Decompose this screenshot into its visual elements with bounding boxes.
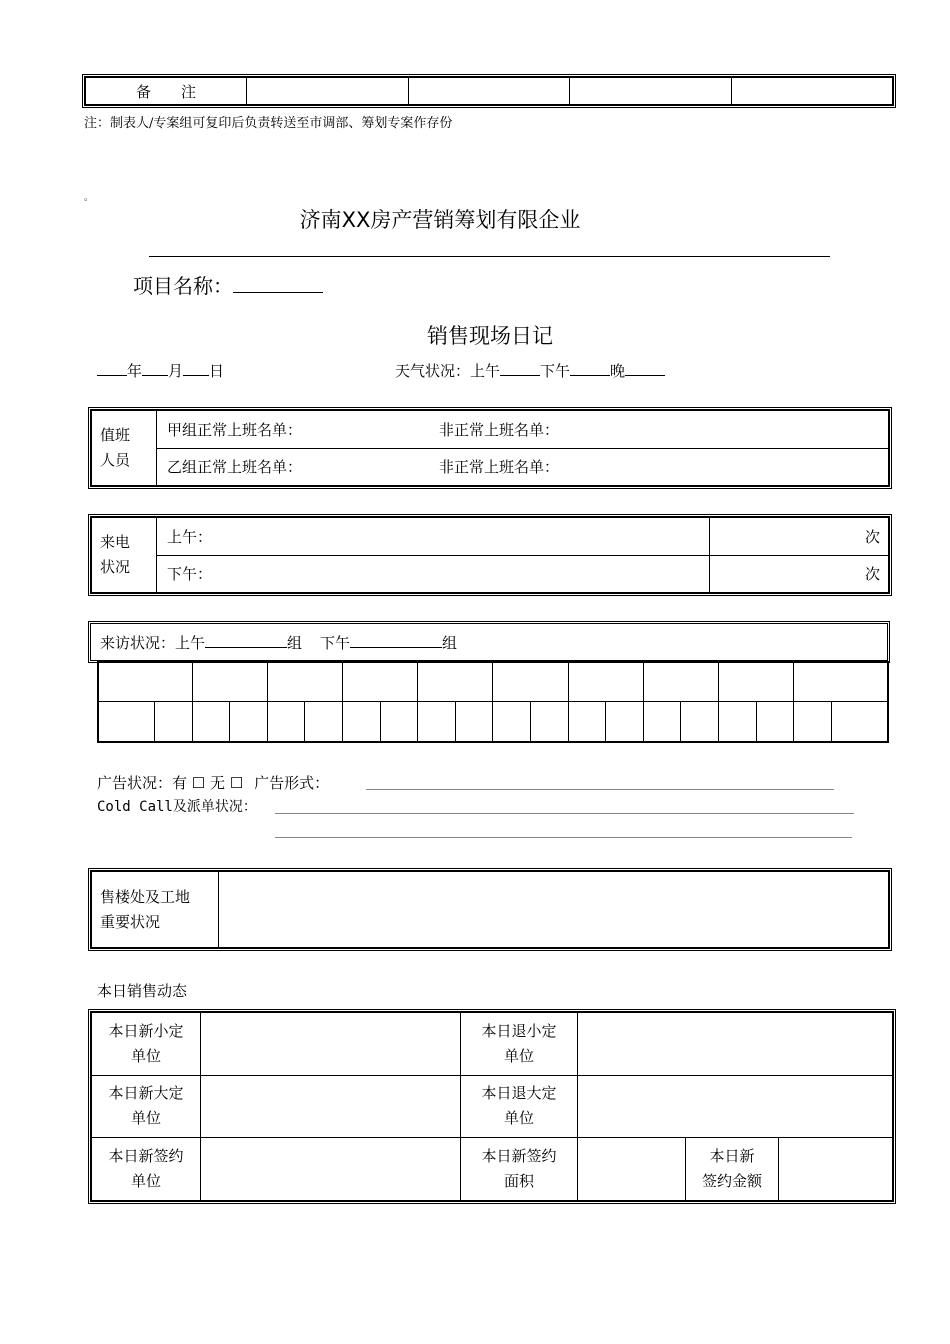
visits-subcell[interactable] bbox=[342, 702, 380, 742]
small-mark: 。 bbox=[84, 193, 94, 203]
visits-cell[interactable] bbox=[267, 662, 342, 702]
project-name-row bbox=[133, 270, 323, 299]
cold-call-line-1[interactable] bbox=[275, 813, 854, 814]
visits-subcell[interactable] bbox=[756, 702, 794, 742]
remark-table bbox=[82, 74, 896, 108]
remark-cell[interactable] bbox=[408, 78, 570, 105]
calls-afternoon-cell[interactable] bbox=[157, 555, 710, 593]
visits-cell[interactable] bbox=[719, 662, 794, 702]
visits-subcell[interactable] bbox=[493, 702, 531, 742]
visits-subcell[interactable] bbox=[154, 702, 192, 742]
site-label-line2: 重要状况 bbox=[100, 912, 161, 931]
new-large-line2: 单位 bbox=[130, 1109, 161, 1128]
weather-evening-label: 晚 bbox=[610, 362, 626, 380]
duty-label-line2: 人员 bbox=[100, 451, 131, 469]
visits-cell[interactable] bbox=[643, 662, 718, 702]
visits-cell[interactable] bbox=[192, 662, 267, 702]
sign-area-line1: 本日新签约 bbox=[481, 1147, 557, 1166]
visits-label: 来访状况：上午 bbox=[100, 634, 206, 652]
sales-heading: 本日销售动态 bbox=[97, 982, 188, 1000]
year-field[interactable] bbox=[97, 361, 127, 376]
calls-unit: 次 bbox=[864, 527, 880, 546]
calls-morning-count[interactable] bbox=[710, 518, 889, 556]
duty-row-a[interactable] bbox=[157, 411, 889, 449]
ret-small-line2: 单位 bbox=[503, 1046, 534, 1065]
ads-none-label: 无 bbox=[210, 774, 226, 792]
sign-area-line2: 面积 bbox=[503, 1172, 534, 1191]
visits-subcell[interactable] bbox=[192, 702, 230, 742]
weather-label: 天气状况：上午 bbox=[395, 362, 501, 380]
company-name: 济南XX房产营销筹划有限企业 bbox=[299, 208, 581, 232]
calls-label-line2: 状况 bbox=[100, 558, 131, 576]
ret-small-line1: 本日退小定 bbox=[481, 1021, 557, 1040]
visits-subcell[interactable] bbox=[606, 702, 644, 742]
calls-table bbox=[88, 514, 892, 596]
sign-area-label bbox=[461, 1138, 578, 1201]
ret-large-line1: 本日退大定 bbox=[481, 1084, 557, 1103]
visits-subcell[interactable] bbox=[380, 702, 418, 742]
footnote: 注：制表人/专案组可复印后负责转送至市调部、筹划专案作存份 bbox=[84, 116, 453, 131]
visits-subcell[interactable] bbox=[643, 702, 681, 742]
site-label-line1: 售楼处及工地 bbox=[100, 887, 191, 906]
remark-cell[interactable] bbox=[247, 78, 409, 105]
visits-cell[interactable] bbox=[568, 662, 643, 702]
calls-morning-label: 上午： bbox=[167, 527, 213, 546]
weather-afternoon-field[interactable] bbox=[570, 361, 610, 376]
visits-afternoon-field[interactable] bbox=[350, 633, 442, 648]
calls-unit: 次 bbox=[864, 565, 880, 584]
new-small-value[interactable] bbox=[201, 1013, 461, 1076]
remark-cell[interactable] bbox=[731, 78, 893, 105]
new-large-value[interactable] bbox=[201, 1075, 461, 1138]
cold-call-label: Cold Call及派单状况： bbox=[97, 799, 257, 815]
calls-label bbox=[92, 518, 157, 593]
visits-afternoon-label: 下午 bbox=[320, 634, 351, 652]
new-sign-line2: 单位 bbox=[130, 1172, 161, 1191]
ret-small-label bbox=[461, 1013, 578, 1076]
month-field[interactable] bbox=[142, 361, 168, 376]
visits-morning-field[interactable] bbox=[205, 633, 287, 648]
site-content[interactable] bbox=[219, 872, 889, 948]
visits-subcell[interactable] bbox=[98, 702, 154, 742]
new-large-line1: 本日新大定 bbox=[108, 1084, 184, 1103]
month-label: 月 bbox=[168, 362, 184, 380]
ads-row bbox=[97, 772, 329, 793]
weather-row bbox=[395, 360, 665, 381]
calls-morning-cell[interactable] bbox=[157, 518, 710, 556]
ads-no-checkbox[interactable]: ☐ bbox=[229, 774, 244, 792]
weather-afternoon-label: 下午 bbox=[540, 362, 571, 380]
sign-area-value[interactable] bbox=[578, 1138, 686, 1201]
ads-yes-checkbox[interactable]: ☐ bbox=[191, 774, 206, 792]
ads-form-label: 广告形式： bbox=[254, 774, 330, 792]
new-small-label bbox=[92, 1013, 201, 1076]
visits-cell[interactable] bbox=[342, 662, 417, 702]
cold-call-line-2[interactable] bbox=[275, 837, 852, 838]
sign-amount-line1: 本日新 bbox=[709, 1147, 755, 1166]
calls-afternoon-label: 下午： bbox=[167, 565, 213, 584]
visits-grid bbox=[97, 661, 889, 743]
ret-large-line2: 单位 bbox=[503, 1109, 534, 1128]
sign-amount-value[interactable] bbox=[779, 1138, 893, 1201]
new-sign-value[interactable] bbox=[201, 1138, 461, 1201]
ret-large-label bbox=[461, 1075, 578, 1138]
visits-subcell[interactable] bbox=[831, 702, 888, 742]
ret-small-value[interactable] bbox=[578, 1013, 893, 1076]
sign-amount-label bbox=[686, 1138, 779, 1201]
calls-afternoon-count[interactable] bbox=[710, 555, 889, 593]
visits-cell[interactable] bbox=[98, 662, 192, 702]
visits-subcell[interactable] bbox=[719, 702, 757, 742]
day-field[interactable] bbox=[183, 361, 209, 376]
site-table bbox=[88, 868, 892, 951]
group-b-label: 乙组正常上班名单： bbox=[167, 458, 303, 477]
visits-subcell[interactable] bbox=[681, 702, 719, 742]
visits-cell[interactable] bbox=[418, 662, 493, 702]
new-large-label bbox=[92, 1075, 201, 1138]
remark-cell[interactable] bbox=[570, 78, 732, 105]
new-sign-label bbox=[92, 1138, 201, 1201]
weather-morning-field[interactable] bbox=[500, 361, 540, 376]
visits-subcell[interactable] bbox=[267, 702, 305, 742]
new-small-line2: 单位 bbox=[130, 1046, 161, 1065]
visits-group2-label: 组 bbox=[442, 634, 458, 652]
ads-form-line[interactable] bbox=[366, 789, 834, 790]
visits-subcell[interactable] bbox=[418, 702, 456, 742]
date-row bbox=[97, 360, 224, 381]
abnormal-b-label: 非正常上班名单： bbox=[439, 458, 560, 477]
new-small-line1: 本日新小定 bbox=[108, 1021, 184, 1040]
duty-label-line1: 值班 bbox=[100, 426, 131, 444]
sales-table bbox=[88, 1009, 896, 1204]
remark-label: 备 注 bbox=[86, 78, 247, 105]
visits-group-label: 组 bbox=[287, 634, 303, 652]
visits-subcell[interactable] bbox=[794, 702, 832, 742]
ads-status-label: 广告状况：有 bbox=[97, 774, 188, 792]
calls-label-line1: 来电 bbox=[100, 533, 131, 551]
year-label: 年 bbox=[127, 362, 143, 380]
group-a-label: 甲组正常上班名单： bbox=[167, 420, 303, 439]
ret-large-value[interactable] bbox=[578, 1075, 893, 1138]
site-label bbox=[92, 872, 219, 948]
visits-cell[interactable] bbox=[794, 662, 888, 702]
duty-row-b[interactable] bbox=[157, 448, 889, 486]
doc-title: 销售现场日记 bbox=[427, 324, 553, 348]
visits-subcell[interactable] bbox=[305, 702, 343, 742]
abnormal-a-label: 非正常上班名单： bbox=[439, 420, 560, 439]
visits-header bbox=[88, 621, 890, 663]
visits-cell[interactable] bbox=[493, 662, 568, 702]
visits-subcell[interactable] bbox=[230, 702, 268, 742]
visits-subcell[interactable] bbox=[455, 702, 493, 742]
duty-table bbox=[88, 407, 892, 489]
duty-label bbox=[92, 411, 157, 486]
sign-amount-line2: 签约金额 bbox=[701, 1172, 762, 1191]
weather-evening-field[interactable] bbox=[625, 361, 665, 376]
header-rule bbox=[149, 256, 830, 257]
project-label: 项目名称： bbox=[133, 274, 233, 298]
day-label: 日 bbox=[209, 362, 225, 380]
visits-subcell[interactable] bbox=[531, 702, 569, 742]
project-name-field[interactable] bbox=[233, 270, 323, 293]
visits-subcell[interactable] bbox=[568, 702, 606, 742]
new-sign-line1: 本日新签约 bbox=[108, 1147, 184, 1166]
